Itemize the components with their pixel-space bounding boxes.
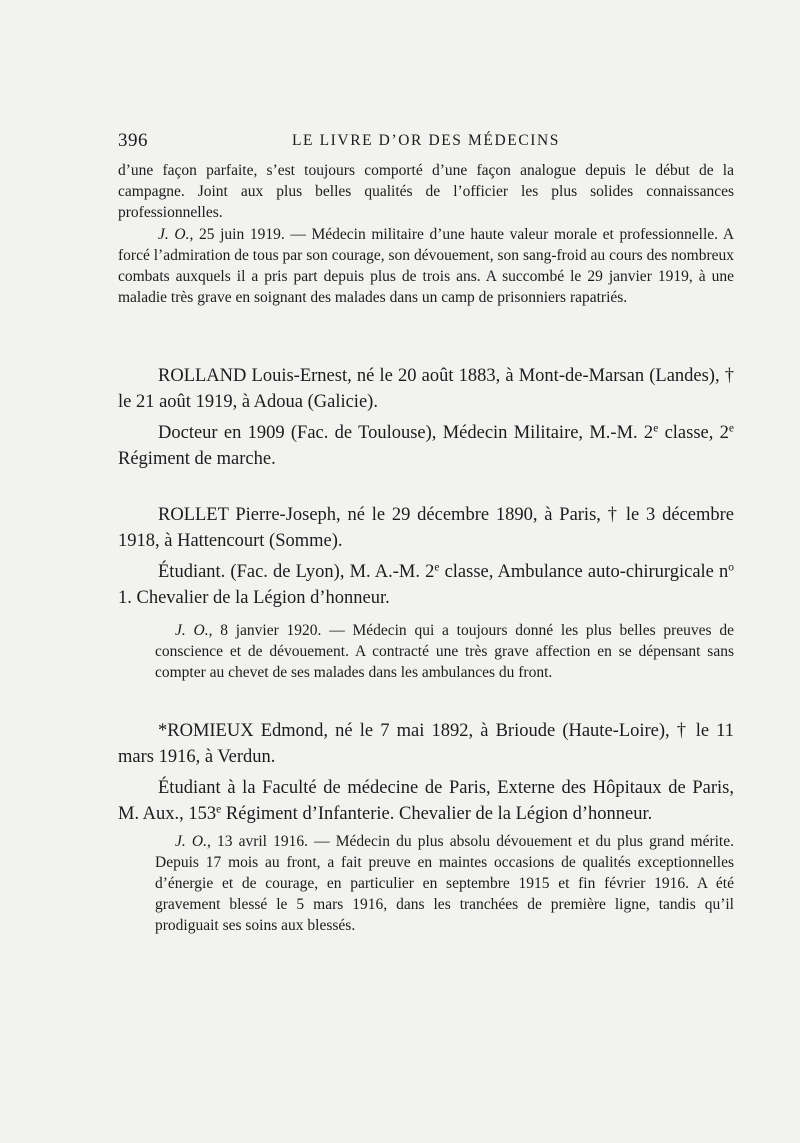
citation-text: , 13 avril 1916. — Médecin du plus absolu dévouement et du plus grand mérite. Depuis 17 mois au front, a fait preuve en maintes occasions de qualités exceptionnelles d’énergie et de courage, en particulier en septembre 1915 et fin février 1916. A été gravement blessé le 5 mars 1916, dans les tranchées de première ligne, tandis qu’il prodiguait ses soins aux blessés.	[155, 833, 734, 934]
entry-career: Étudiant à la Faculté de médecine de Paris, Externe des Hôpitaux de Paris, M. Aux., 153e Régiment d’Infanterie. Chevalier de la Légion d’honneur.	[118, 778, 734, 824]
page-header	[118, 130, 734, 154]
citation-text: , 8 janvier 1920. — Médecin qui a toujours donné les plus belles preuves de conscience et de dévouement. A contracté une très grave affection en se dépensant sans compter au chevet de ses malades dans les ambulances du front.	[155, 622, 734, 681]
entry-name: ROLLAND Louis-Ernest, né le 20 août 1883, à Mont-de-Marsan (Landes), † le 21 août 1919, à Adoua (Galicie).	[118, 366, 734, 412]
citation-source: J. O.	[158, 226, 190, 243]
continuation-citation	[118, 224, 734, 308]
entry-rolland	[118, 363, 734, 472]
entry-rollet-citation	[155, 620, 734, 683]
page-number: 396	[118, 130, 148, 151]
entry-career: Docteur en 1909 (Fac. de Toulouse), Médecin Militaire, M.-M. 2e classe, 2e Régiment de marche.	[118, 422, 734, 469]
entry-romieux-citation	[155, 831, 734, 936]
entry-career: Étudiant. (Fac. de Lyon), M. A.-M. 2e classe, Ambulance auto-chirurgicale $n^o$ 1. Chevalier de la Légion d’honneur.	[118, 561, 734, 608]
entry-romieux	[118, 718, 734, 827]
citation-text: , 25 juin 1919. — Médecin militaire d’une haute valeur morale et professionnelle. A forcé l’admiration de tous par son courage, son dévouement, son sang-froid au cours des nombreux combats auxquels il a pris part depuis plus de trois ans. A succombé le 29 janvier 1919, à une maladie très grave en soignant des malades dans un camp de prisonniers rapatriés.	[118, 226, 735, 306]
entry-name: *ROMIEUX Edmond, né le 7 mai 1892, à Brioude (Haute-Loire), † le 11 mars 1916, à Verdun.	[118, 721, 734, 767]
continuation-paragraph: d’une façon parfaite, s’est toujours comporté d’une façon analogue depuis le début de la campagne. Joint aux plus belles qualités de l’officier les plus solides connaissances professionnelles.	[118, 162, 734, 221]
running-title: LE LIVRE D’OR DES MÉDECINS	[291, 132, 561, 149]
citation-source: J. O.	[175, 833, 207, 850]
continuation-block	[118, 160, 734, 308]
citation-source: J. O.	[175, 622, 209, 639]
entry-name: ROLLET Pierre-Joseph, né le 29 décembre 1890, à Paris, † le 3 décembre 1918, à Hattencourt (Somme).	[118, 505, 734, 551]
entry-rollet	[118, 502, 734, 611]
